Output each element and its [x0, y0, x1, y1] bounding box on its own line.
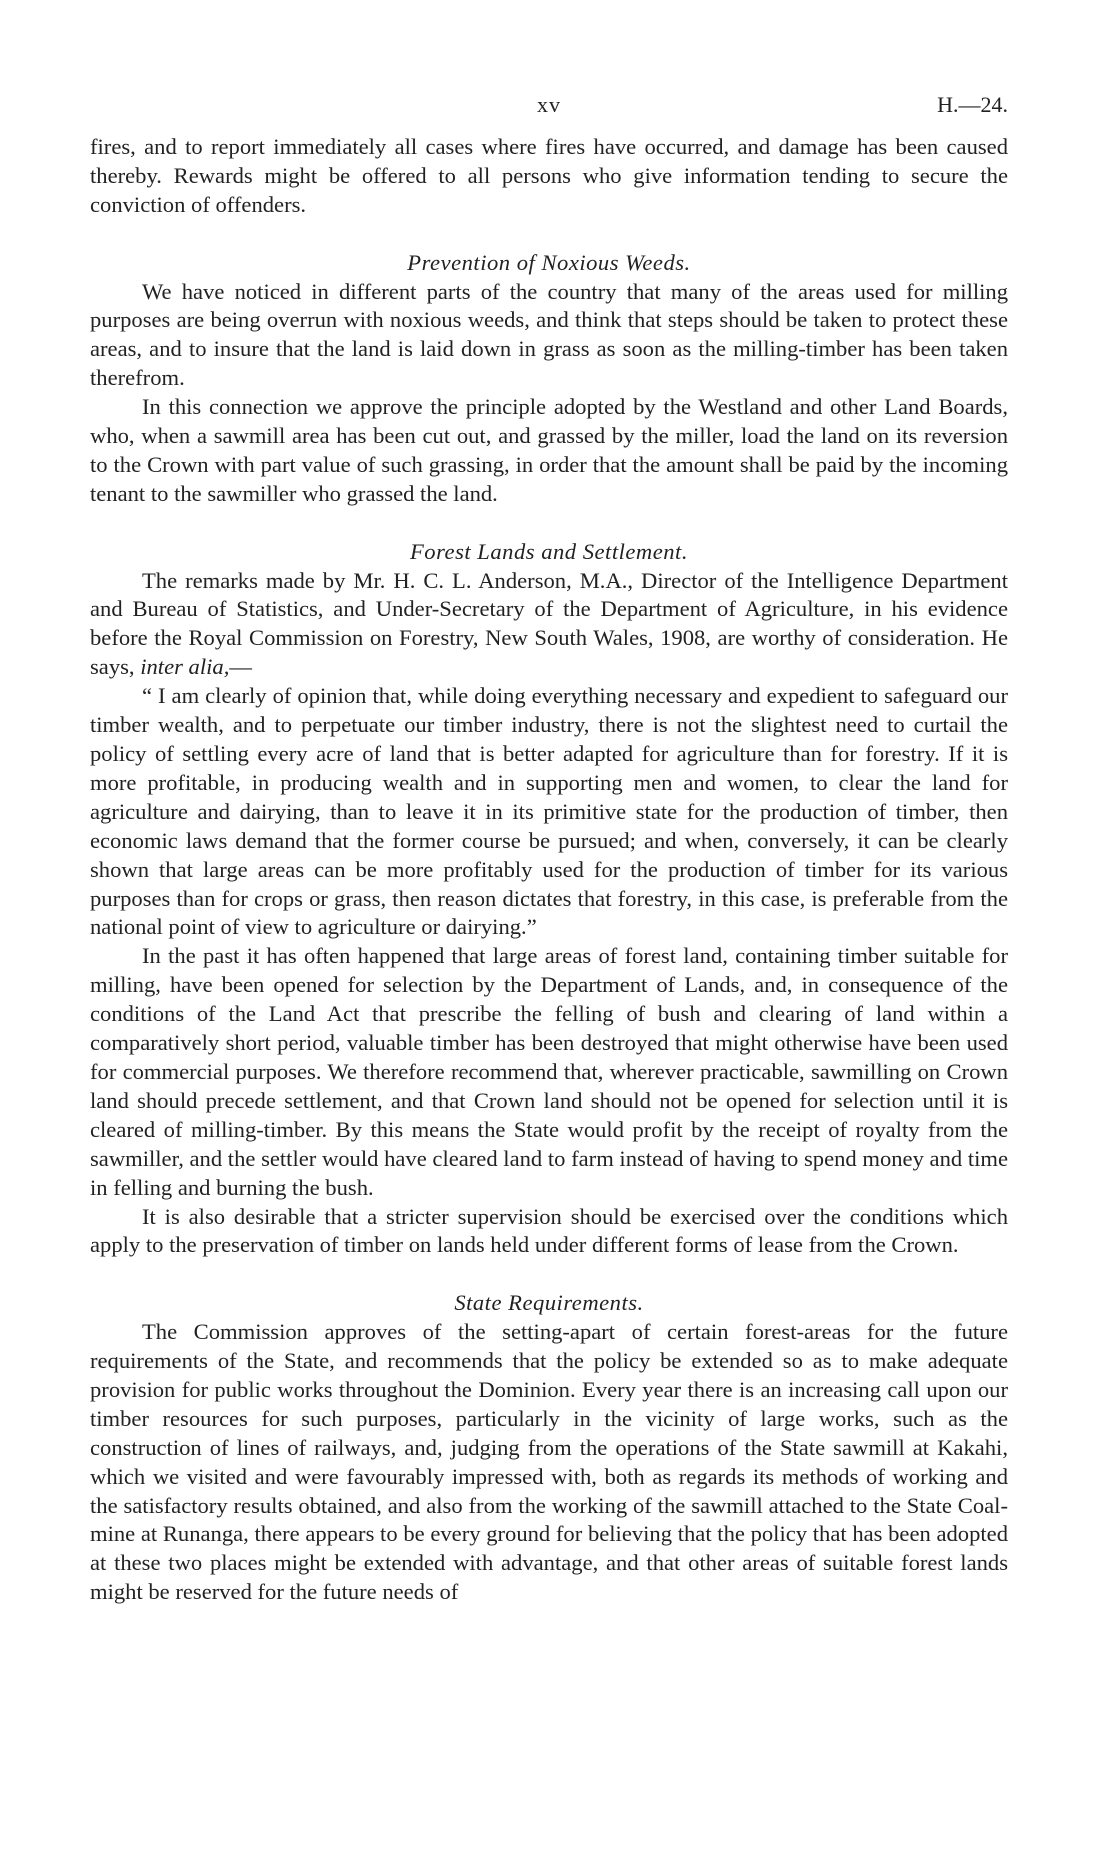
paragraph: In this connection we approve the principle adopted by the Westland and other Land Boards, who, when a sawmill area has been cut out, and grassed by the miller, load the land on its reversion to the Crown with part value of such grassing, in order that the amount shall be paid by the incoming tenant to the sawmiller who grassed the land. [90, 394, 1008, 506]
section-heading-state-requirements: State Requirements. [454, 1290, 644, 1316]
paragraph: In the past it has often happened that large areas of forest land, containing timber suitable for milling, have been opened for selection by the Department of Lands, and, in consequence of the conditions of the Land Act that prescribe the felling of bush and clearing of land within a comparatively short period, valuable timber has been destroyed that might otherwise have been used for commercial purposes. We therefore recommend that, wherever practicable, sawmilling on Crown land should precede settlement, and that Crown land should not be opened for selection until it is cleared of milling-timber. By this means the State would profit by the receipt of royalty from the sawmiller, and the settler would have cleared land to farm instead of having to spend money and time in felling and burning the bush. [90, 943, 1008, 1200]
page-number: xv [537, 92, 561, 117]
italic-phrase: inter alia, [140, 654, 230, 680]
paragraph-text: The remarks made by Mr. H. C. L. Anderson, M.A., Director of the Intelligence Department and Bureau of Statistics, and Under-Secretary of the Department of Agriculture, in his evidence before the Royal Commission on Forestry, New South Wales, 1908, are worthy of consideration. He says, [90, 567, 1008, 680]
paragraph: We have noticed in different parts of the country that many of the areas used for milling purposes are being overrun with noxious weeds, and think that steps should be taken to protect these areas, and to insure that the land is laid down in grass as soon as the milling-timber has been taken therefrom. [90, 278, 1008, 391]
document-reference: H.—24. [937, 92, 1008, 117]
section-heading-noxious-weeds: Prevention of Noxious Weeds. [407, 249, 691, 275]
body-text [90, 133, 1008, 1607]
section-heading-forest-lands: Forest Lands and Settlement. [410, 538, 688, 564]
running-head [90, 92, 1008, 122]
dash: — [229, 654, 252, 680]
continued-paragraph: fires, and to report immediately all cases where fires have occurred, and damage has been caused thereby. Rewards might be offered to all persons who give information tending to secure the conviction of offenders. [90, 134, 1008, 217]
paragraph [90, 567, 1008, 683]
document-page [90, 0, 1008, 1853]
paragraph: It is also desirable that a stricter supervision should be exercised over the conditions which apply to the preservation of timber on lands held under different forms of lease from the Crown. [90, 1203, 1008, 1258]
block-quote: “ I am clearly of opinion that, while doing everything necessary and expedient to safeguard our timber wealth, and to perpetuate our timber industry, there is not the slightest need to curtail the policy of settling every acre of land that is better adapted for agriculture than for forestry. If it is more profitable, in producing wealth and in supporting men and women, to clear the land for agriculture and dairying, than to leave it in its primitive state for the production of timber, then economic laws demand that the former course be pursued; and when, conversely, it can be clearly shown that large areas can be more profitably used for the production of timber for its various purposes than for crops or grass, then reason dictates that forestry, in this case, is preferable from the national point of view to agriculture or dairying.” [90, 683, 1008, 940]
paragraph: The Commission approves of the setting-apart of certain forest-areas for the future requirements of the State, and recommends that the policy be extended so as to make adequate provision for public works throughout the Dominion. Every year there is an increasing call upon our timber resources for such purposes, particularly in the vicinity of large works, such as the construction of lines of railways, and, judging from the operations of the State sawmill at Kakahi, which we visited and were favourably impressed with, both as regards its methods of working and the satisfactory results obtained, and also from the working of the sawmill attached to the State Coal-mine at Runanga, there appears to be every ground for believing that the policy that has been adopted at these two places might be extended with advantage, and that other areas of suitable forest lands might be reserved for the future needs of [90, 1319, 1008, 1605]
